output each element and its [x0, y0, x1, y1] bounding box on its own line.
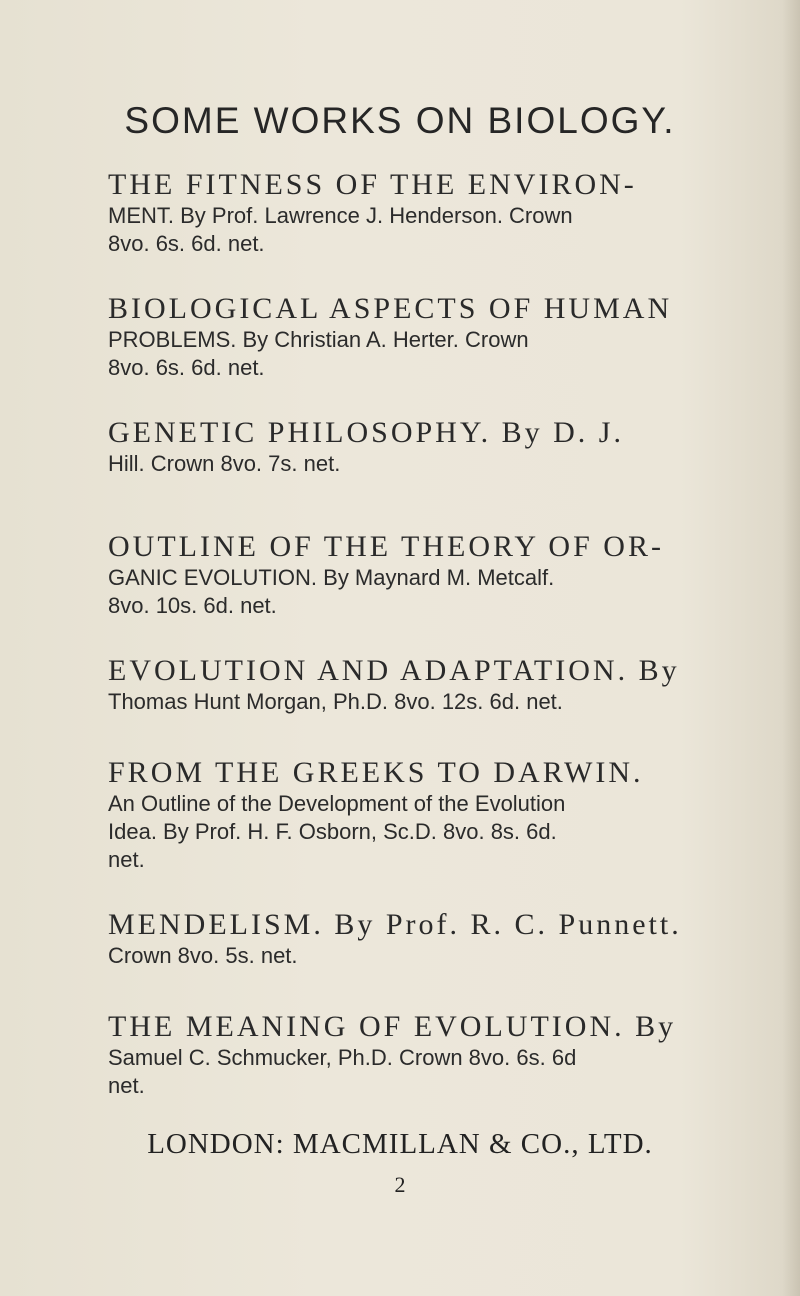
list-item — [108, 416, 788, 478]
page-heading: SOME WORKS ON BIOLOGY. — [124, 100, 676, 141]
book-title: FROM THE GREEKS TO DARWIN. — [108, 756, 644, 789]
list-item — [108, 168, 788, 258]
book-details-line: net. — [108, 1073, 145, 1098]
book-details-line: Idea. By Prof. H. F. Osborn, Sc.D. 8vo. 8s. 6d. — [108, 819, 557, 844]
list-item — [108, 292, 788, 382]
page-number: 2 — [394, 1172, 406, 1197]
list-item — [108, 908, 788, 970]
book-title: MENDELISM. By Prof. R. C. Punnett. — [108, 908, 682, 941]
publisher-imprint: LONDON: MACMILLAN & CO., LTD. — [147, 1128, 653, 1160]
book-details-line: 8vo. 10s. 6d. net. — [108, 593, 277, 618]
book-details — [108, 450, 788, 478]
book-title: THE MEANING OF EVOLUTION. By — [108, 1010, 677, 1043]
book-details-line: 8vo. 6s. 6d. net. — [108, 355, 265, 380]
book-title: THE FITNESS OF THE ENVIRON- — [108, 168, 637, 201]
book-title: BIOLOGICAL ASPECTS OF HUMAN — [108, 292, 673, 325]
book-details — [108, 202, 788, 258]
book-details — [108, 326, 788, 382]
book-details — [108, 942, 788, 970]
book-title: GENETIC PHILOSOPHY. By D. J. — [108, 416, 624, 449]
list-item — [108, 756, 788, 874]
book-details-line: Crown 8vo. 5s. net. — [108, 943, 298, 968]
book-details-line: PROBLEMS. By Christian A. Herter. Crown — [108, 327, 529, 352]
book-title: OUTLINE OF THE THEORY OF OR- — [108, 530, 664, 563]
list-item — [108, 654, 788, 716]
book-details — [108, 688, 788, 716]
book-title: EVOLUTION AND ADAPTATION. By — [108, 654, 680, 687]
book-details-line: GANIC EVOLUTION. By Maynard M. Metcalf. — [108, 565, 555, 590]
book-details-line: Hill. Crown 8vo. 7s. net. — [108, 451, 341, 476]
book-details-line: An Outline of the Development of the Evolution — [108, 791, 566, 816]
list-item — [108, 530, 788, 620]
book-list — [108, 168, 788, 1134]
book-details-line: Samuel C. Schmucker, Ph.D. Crown 8vo. 6s. 6d — [108, 1045, 577, 1070]
book-details-line: net. — [108, 847, 145, 872]
book-details — [108, 564, 788, 620]
list-item — [108, 1010, 788, 1100]
book-details — [108, 790, 788, 874]
book-details-line: 8vo. 6s. 6d. net. — [108, 231, 265, 256]
book-details — [108, 1044, 788, 1100]
book-details-line: Thomas Hunt Morgan, Ph.D. 8vo. 12s. 6d. net. — [108, 689, 563, 714]
book-details-line: MENT. By Prof. Lawrence J. Henderson. Crown — [108, 203, 573, 228]
